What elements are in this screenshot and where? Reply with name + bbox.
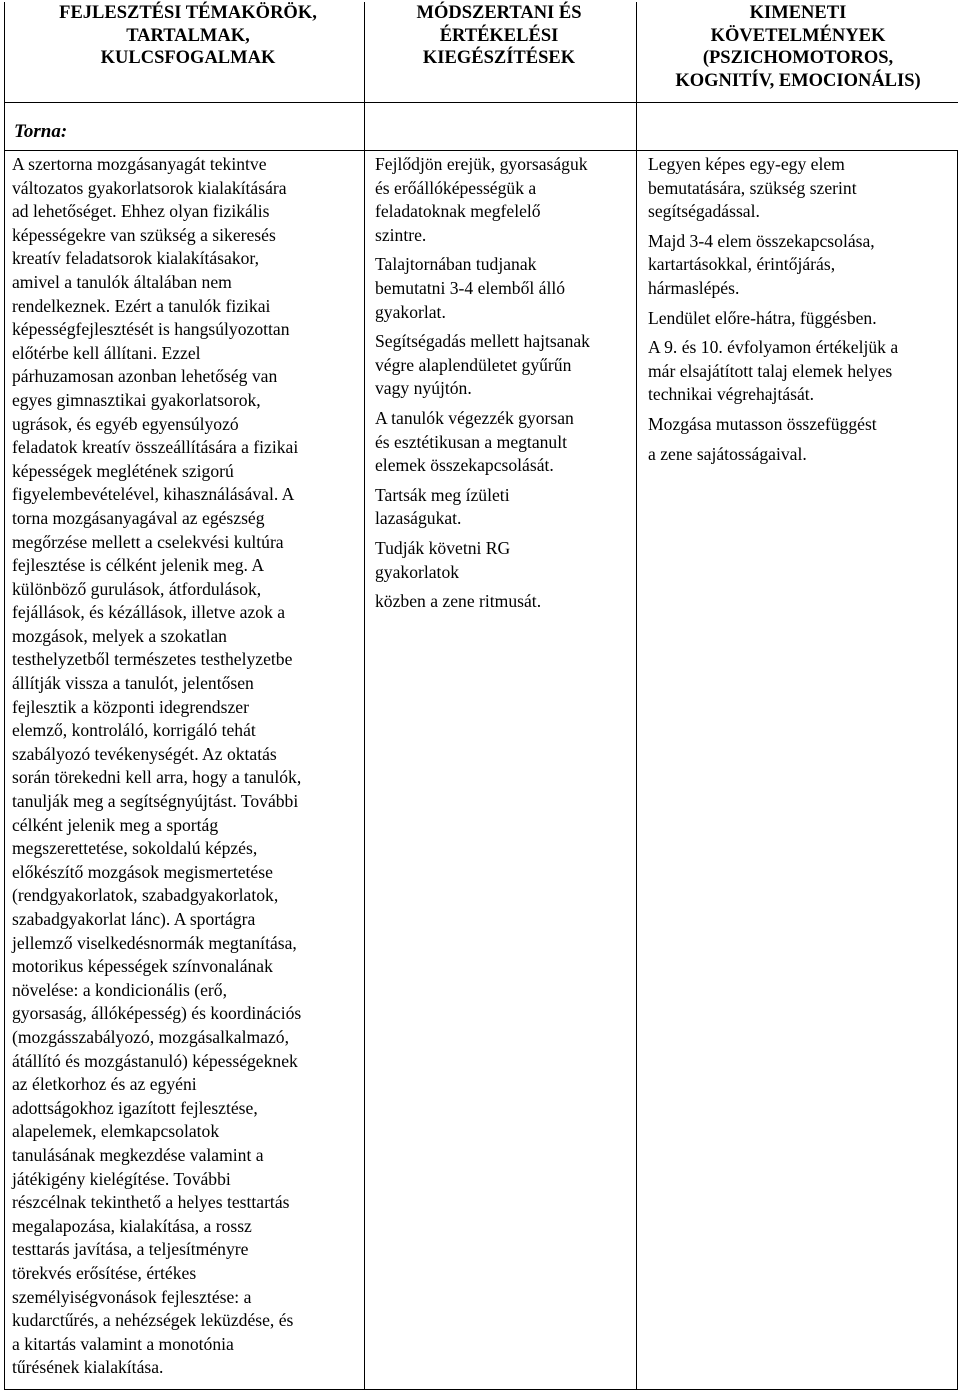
methods-text-line: Tudják követni RG <box>375 537 511 558</box>
methods-text-line: vagy nyújtón. <box>375 378 472 399</box>
topics-text-line: figyelembevételével, kihasználásával. A <box>12 484 295 505</box>
topics-text-line: állítják vissza a tanulót, jelentősen <box>12 673 254 694</box>
methods-text-line: és erőállóképességük a <box>375 177 537 198</box>
topics-text-line: feladatok kreatív összeállítására a fizikai <box>12 437 299 458</box>
outcomes-text-line: hármaslépés. <box>648 277 740 298</box>
topics-text-line: játékigény kielégítése. További <box>12 1168 231 1189</box>
methods-paragraph <box>375 484 633 531</box>
topics-text-line: fejállások, és kézállások, illetve azok a <box>12 602 286 623</box>
topics-text-line: célként jelenik meg a sportág <box>12 814 219 835</box>
methods-text-line: közben a zene ritmusát. <box>375 591 542 612</box>
table-border-right <box>957 150 958 1390</box>
topics-text-line: ugrások, és egyéb egyensúlyozó <box>12 413 239 434</box>
outcomes-paragraph <box>648 153 954 224</box>
topics-text-line: megalapozása, kialakítása, a rossz <box>12 1215 252 1236</box>
header-methods-line: MÓDSZERTANI ÉS <box>416 3 582 23</box>
topics-text-line: átállító és mozgástanuló) képességeknek <box>12 1050 298 1071</box>
paragraph-gap <box>648 466 954 472</box>
topics-text-line: párhuzamosan azonban lehetőség van <box>12 366 278 387</box>
header-outcomes-line: KOGNITÍV, EMOCIONÁLIS) <box>675 70 921 91</box>
topics-text-line: fejlesztik a központi idegrendszer <box>12 696 249 717</box>
topics-text-line: tanulják meg a segítségnyújtást. További <box>12 791 299 812</box>
topics-text-line: megszerettetése, sokoldalú képzés, <box>12 838 258 859</box>
outcomes-paragraph <box>648 413 954 437</box>
topics-text-line: motorikus képességek színvonalának <box>12 956 273 977</box>
topics-text-line: kudarctűrés, a nehézségek leküzdése, és <box>12 1310 294 1331</box>
topics-text-line: jellemző viselkedésnormák megtanítása, <box>12 932 297 953</box>
methods-paragraph <box>375 253 633 324</box>
topics-text-line: ad lehetőséget. Ehhez olyan fizikális <box>12 201 270 222</box>
topics-text-line: mozgások, melyek a szokatlan <box>12 625 227 646</box>
header-outcomes <box>638 2 958 100</box>
topics-text-line: növelése: a kondicionális (erő, <box>12 979 227 1000</box>
topics-text-line: előtérbe kell állítani. Ezzel <box>12 342 201 363</box>
topics-text-line: előkészítő mozgások megismertetése <box>12 861 273 882</box>
topics-text-line: során törekedni kell arra, hogy a tanulók, <box>12 767 302 788</box>
topics-text-line: kreatív feladatsorok kialakításakor, <box>12 248 259 269</box>
topics-text-line: alapelemek, elemkapcsolatok <box>12 1121 220 1142</box>
topics-text-line: A szertorna mozgásanyagát tekintve <box>12 154 267 174</box>
topics-text-line: képességfejlesztését is hangsúlyozottan <box>12 319 290 340</box>
methods-text-line: elemek összekapcsolását. <box>375 455 554 476</box>
topics-text-line: (mozgásszabályozó, mozgásalkalmazó, <box>12 1026 289 1047</box>
outcomes-text-line: már elsajátított talaj elemek helyes <box>648 360 893 381</box>
methods-text-line: Talajtornában tudjanak <box>375 254 537 275</box>
outcomes-text-line: Legyen képes egy-egy elem <box>648 154 845 174</box>
methods-text-line: gyakorlatok <box>375 561 460 582</box>
topics-text-line: fejlesztése is célként jelenik meg. A <box>12 555 265 576</box>
topics-text-line: szabadgyakorlat lánc). A sportágra <box>12 909 256 929</box>
header-outcomes-line: (PSZICHOMOTOROS, <box>702 48 894 68</box>
methods-text-line: Tartsák meg ízületi <box>375 484 510 505</box>
methods-text-line: és esztétikusan a megtanult <box>375 431 568 452</box>
header-outcomes-line: KIMENETI <box>749 3 847 23</box>
section-row-rule <box>4 150 958 151</box>
outcomes-text-line: a zene sajátosságaival. <box>648 443 807 464</box>
methods-text-line: Segítségadás mellett hajtsanak <box>375 331 590 352</box>
topics-text-line: tűrésének kialakítása. <box>12 1357 164 1378</box>
outcomes-text-line: Lendület előre-hátra, függésben. <box>648 307 877 328</box>
topics-text-line: részcélnak tekinthető a helyes testtartás <box>12 1192 290 1213</box>
topics-text-line: az életkorhoz és az egyéni <box>12 1074 197 1095</box>
methods-paragraph <box>375 537 633 584</box>
topics-text-line: a kitartás valamint a monotónia <box>12 1333 234 1354</box>
outcomes-text-line: segítségadással. <box>648 201 760 222</box>
outcomes-paragraph <box>648 230 954 301</box>
topics-text-line: torna mozgásanyagával az egészség <box>12 507 265 528</box>
topics-text-line: megőrzése mellett a cselekvési kultúra <box>12 531 284 552</box>
topics-text-line: törekvés erősítése, értékes <box>12 1262 197 1283</box>
methods-text-line: szintre. <box>375 224 427 245</box>
topics-text-line: testhelyzetből természetes testhelyzetbe <box>12 649 293 670</box>
table-border-left <box>4 2 5 1390</box>
outcomes-text-line: A 9. és 10. évfolyamon értékeljük a <box>648 337 899 358</box>
outcomes-column <box>648 153 954 472</box>
methods-text-line: bemutatni 3-4 elemből álló <box>375 277 566 298</box>
topics-text-line: változatos gyakorlatsorok kialakítására <box>12 177 287 198</box>
topics-text-line: egyes gimnasztikai gyakorlatsorok, <box>12 389 261 410</box>
topics-text-line: elemző, kontroláló, korrigáló tehát <box>12 720 256 741</box>
topics-text-line: testtarás javítása, a teljesítményre <box>12 1239 249 1260</box>
header-bottom-rule <box>4 102 958 103</box>
header-topics-line: KULCSFOGALMAK <box>100 48 276 68</box>
topics-column <box>12 153 364 1380</box>
topics-text-line: különböző gurulások, átfordulások, <box>12 578 262 599</box>
methods-paragraph <box>375 330 633 401</box>
topics-text-line: rendelkeznek. Ezért a tanulók fizikai <box>12 295 271 316</box>
methods-text-line: Fejlődjön erejük, gyorsaságuk <box>375 154 588 174</box>
topics-text-line: (rendgyakorlatok, szabadgyakorlatok, <box>12 885 279 906</box>
topics-text-line: amivel a tanulók általában nem <box>12 271 232 292</box>
methods-text-line: lazaságukat. <box>375 508 462 529</box>
methods-text-line: végre alaplendületet gyűrűn <box>375 354 572 375</box>
outcomes-paragraph <box>648 336 954 407</box>
outcomes-text-line: technikai végrehajtását. <box>648 384 815 405</box>
topics-text-line: képességekre van szükség a sikeresés <box>12 224 276 245</box>
column-divider-1 <box>364 2 365 1390</box>
methods-paragraph <box>375 153 633 247</box>
header-methods-line: ÉRTÉKELÉSI <box>439 25 559 46</box>
header-methods-line: KIEGÉSZÍTÉSEK <box>422 48 576 68</box>
topics-text-line: személyiségvonások fejlesztése: a <box>12 1286 252 1307</box>
outcomes-paragraph <box>648 307 954 331</box>
outcomes-text-line: bemutatására, szükség szerint <box>648 177 857 198</box>
methods-text-line: feladatoknak megfelelő <box>375 201 541 222</box>
outcomes-text-line: Majd 3-4 elem összekapcsolása, <box>648 230 875 251</box>
header-topics-line: FEJLESZTÉSI TÉMAKÖRÖK, <box>59 3 317 23</box>
topics-text-line: szabályozó tevékenységét. Az oktatás <box>12 743 277 764</box>
methods-text-line: gyakorlat. <box>375 301 446 322</box>
outcomes-paragraph <box>648 443 954 467</box>
methods-column <box>375 153 633 620</box>
topics-text-line: gyorsaság, állóképesség) és koordinációs <box>12 1003 302 1024</box>
methods-paragraph <box>375 590 633 614</box>
outcomes-text-line: kartartásokkal, érintőjárás, <box>648 254 836 275</box>
header-topics <box>6 2 366 100</box>
column-divider-2 <box>636 2 637 1390</box>
paragraph-gap <box>375 614 633 620</box>
methods-paragraph <box>375 407 633 478</box>
header-methods <box>368 2 630 100</box>
table-bottom-rule <box>4 1389 958 1390</box>
section-title: Torna: <box>14 121 68 142</box>
header-topics-line: TARTALMAK, <box>126 25 250 46</box>
outcomes-text-line: Mozgása mutasson összefüggést <box>648 413 877 434</box>
header-outcomes-line: KÖVETELMÉNYEK <box>710 25 886 46</box>
topics-text-line: adottságokhoz igazított fejlesztése, <box>12 1097 258 1118</box>
topics-text-line: tanulásának megkezdése valamint a <box>12 1144 264 1165</box>
methods-text-line: A tanulók végezzék gyorsan <box>375 407 574 428</box>
topics-text-line: képességek meglétének szigorú <box>12 460 234 481</box>
